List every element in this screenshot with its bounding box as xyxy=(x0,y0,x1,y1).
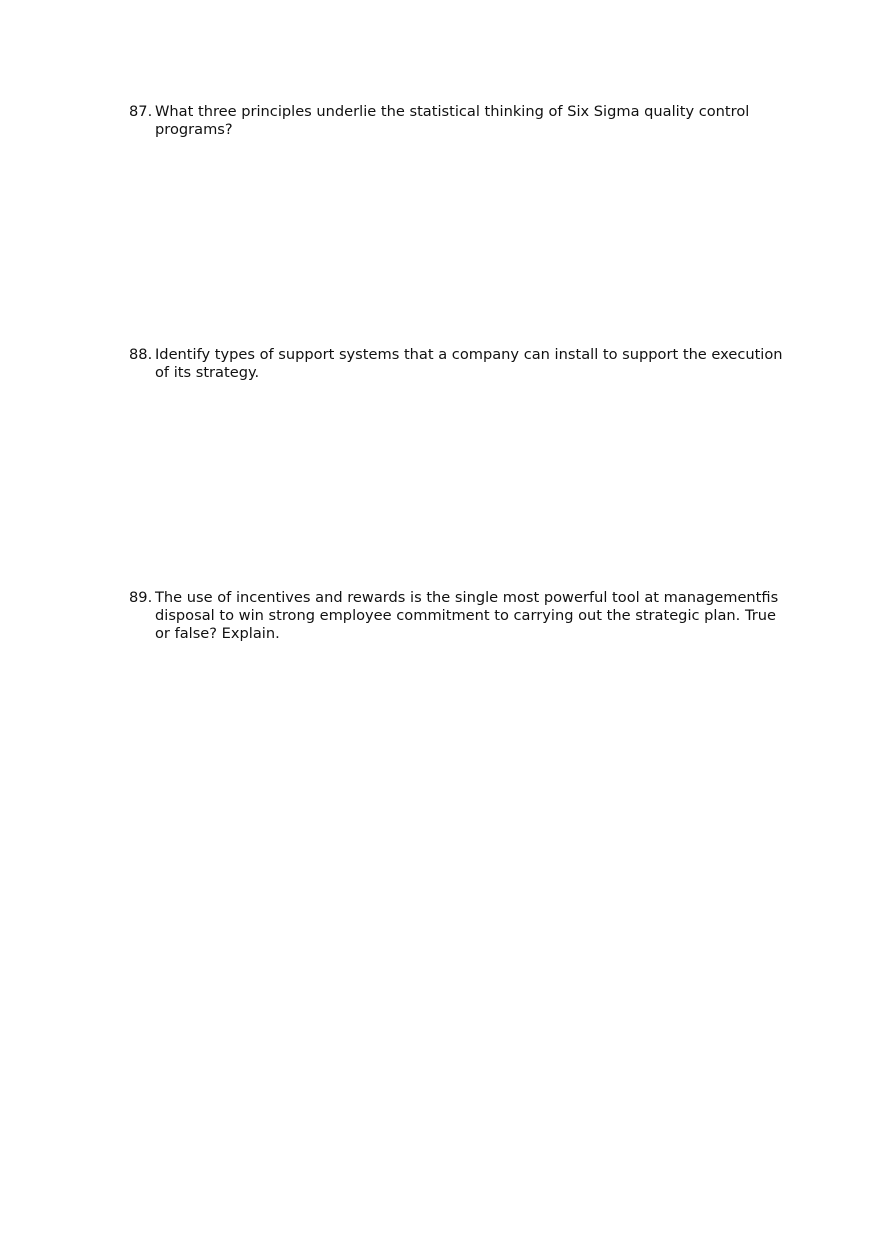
question-text xyxy=(155,589,789,643)
text-line: programs? xyxy=(155,121,233,138)
text-line: disposal to win strong employee commitment to carrying out the strategic plan. True xyxy=(155,607,776,624)
question-number: 87. xyxy=(129,103,153,120)
text-line: The use of incentives and rewards is the single most powerful tool at managementfis xyxy=(155,589,779,606)
question-number: 88. xyxy=(129,346,153,363)
question-text xyxy=(155,103,789,139)
text-line: or false? Explain. xyxy=(155,625,280,642)
question-89 xyxy=(129,589,789,643)
question-number: 89. xyxy=(129,589,153,606)
question-88 xyxy=(129,346,789,382)
question-87 xyxy=(129,103,789,139)
question-text xyxy=(155,346,789,382)
text-line: of its strategy. xyxy=(155,364,260,381)
text-line: What three principles underlie the statistical thinking of Six Sigma quality control xyxy=(155,103,750,120)
text-line: Identify types of support systems that a company can install to support the execution xyxy=(155,346,783,363)
